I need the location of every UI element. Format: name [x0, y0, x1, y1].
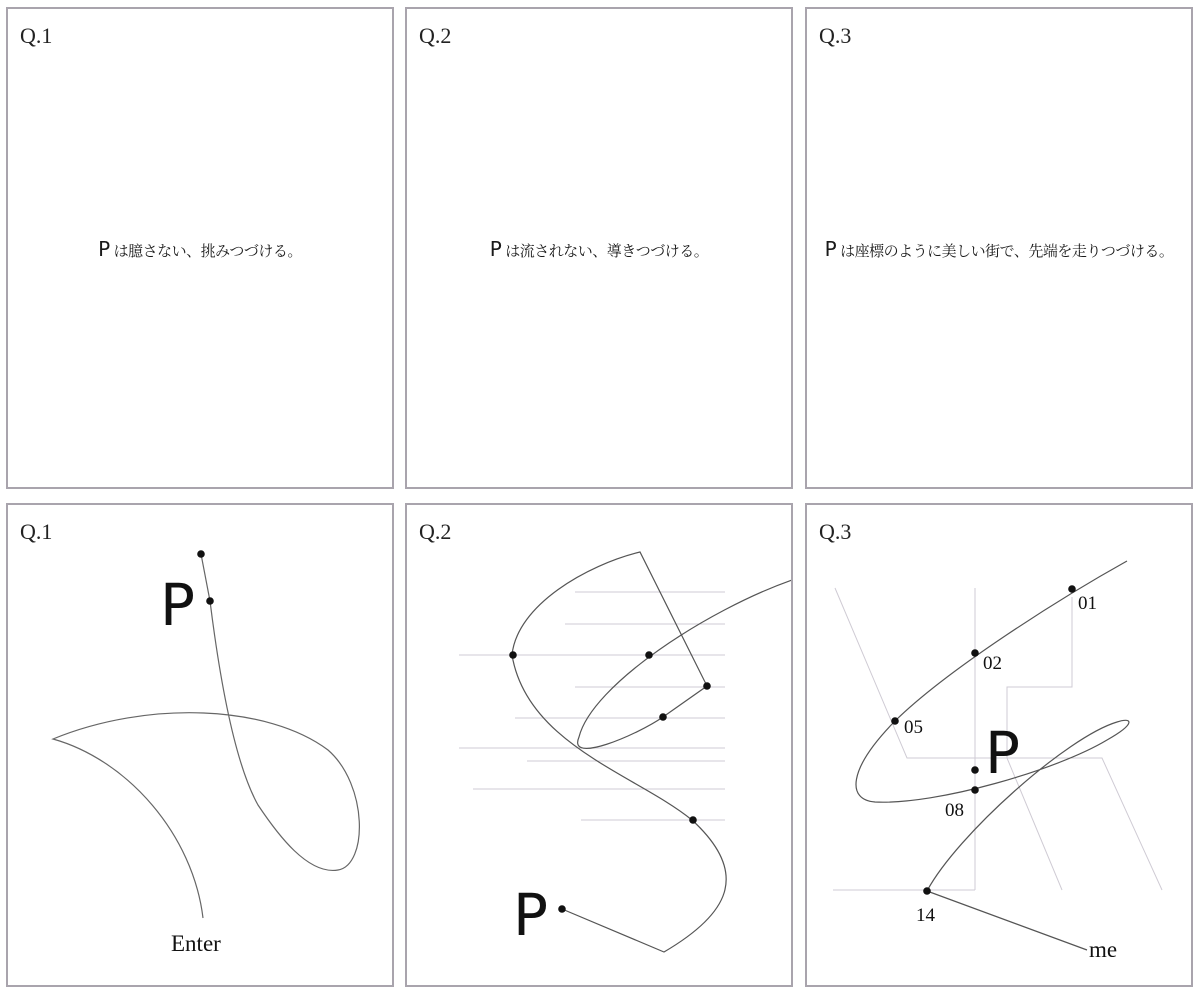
- question-label: Q.3: [819, 23, 852, 48]
- q3-curve-drawing: [807, 505, 1193, 987]
- q1-p-dot: [206, 597, 214, 605]
- big-p-letter: P: [160, 571, 195, 639]
- p-letter: P: [98, 237, 110, 261]
- q2-curve-drawing: [407, 505, 793, 987]
- top-panel-q2: [405, 7, 793, 489]
- q2-start-dot: [558, 905, 566, 913]
- q2-curve: [512, 552, 792, 952]
- question-label: Q.2: [419, 519, 452, 544]
- question-label: Q.3: [819, 519, 852, 544]
- q3-point-05: [891, 717, 899, 725]
- statement-text: [407, 237, 791, 261]
- point-label-05: 05: [904, 717, 923, 738]
- point-label-08: 08: [945, 800, 964, 821]
- q2-dot: [509, 651, 517, 659]
- bottom-panel-q1: [6, 503, 394, 987]
- q2-dot: [659, 713, 667, 721]
- point-label-01: 01: [1078, 593, 1097, 614]
- p-letter: P: [489, 237, 502, 261]
- bottom-panel-q3: [805, 503, 1193, 987]
- statement-text: [807, 237, 1191, 261]
- enter-label: Enter: [171, 931, 221, 956]
- top-panel-q3: [805, 7, 1193, 489]
- q3-point-01: [1068, 585, 1076, 593]
- statement-body: は臆さない、挑みつづける。: [113, 242, 302, 260]
- statement-body: は座標のように美しい街で、先端を走りつづける。: [840, 242, 1174, 260]
- point-label-14: 14: [916, 905, 935, 926]
- big-p-letter: P: [513, 881, 548, 949]
- me-label: me: [1089, 937, 1118, 962]
- bottom-panel-q2: [405, 503, 793, 987]
- q3-point-08: [971, 786, 979, 794]
- q2-dot: [689, 816, 697, 824]
- question-label: Q.1: [20, 519, 53, 544]
- q3-point-02: [971, 649, 979, 657]
- p-letter: P: [824, 237, 837, 261]
- statement-text: [8, 237, 392, 261]
- q1-curve-drawing: [8, 505, 394, 987]
- big-p-letter: P: [985, 719, 1020, 787]
- q2-dot: [703, 682, 711, 690]
- q1-start-dot: [197, 550, 205, 558]
- statement-body: は流されない、導きつづける。: [505, 242, 709, 260]
- point-label-02: 02: [983, 653, 1002, 674]
- q2-guide-lines: [459, 592, 725, 820]
- q1-curve: [53, 554, 359, 918]
- q3-point-14: [923, 887, 931, 895]
- q3-p-dot: [971, 766, 979, 774]
- q2-dot: [645, 651, 653, 659]
- question-label: Q.2: [419, 23, 452, 48]
- question-label: Q.1: [20, 23, 53, 48]
- top-panel-q1: [6, 7, 394, 489]
